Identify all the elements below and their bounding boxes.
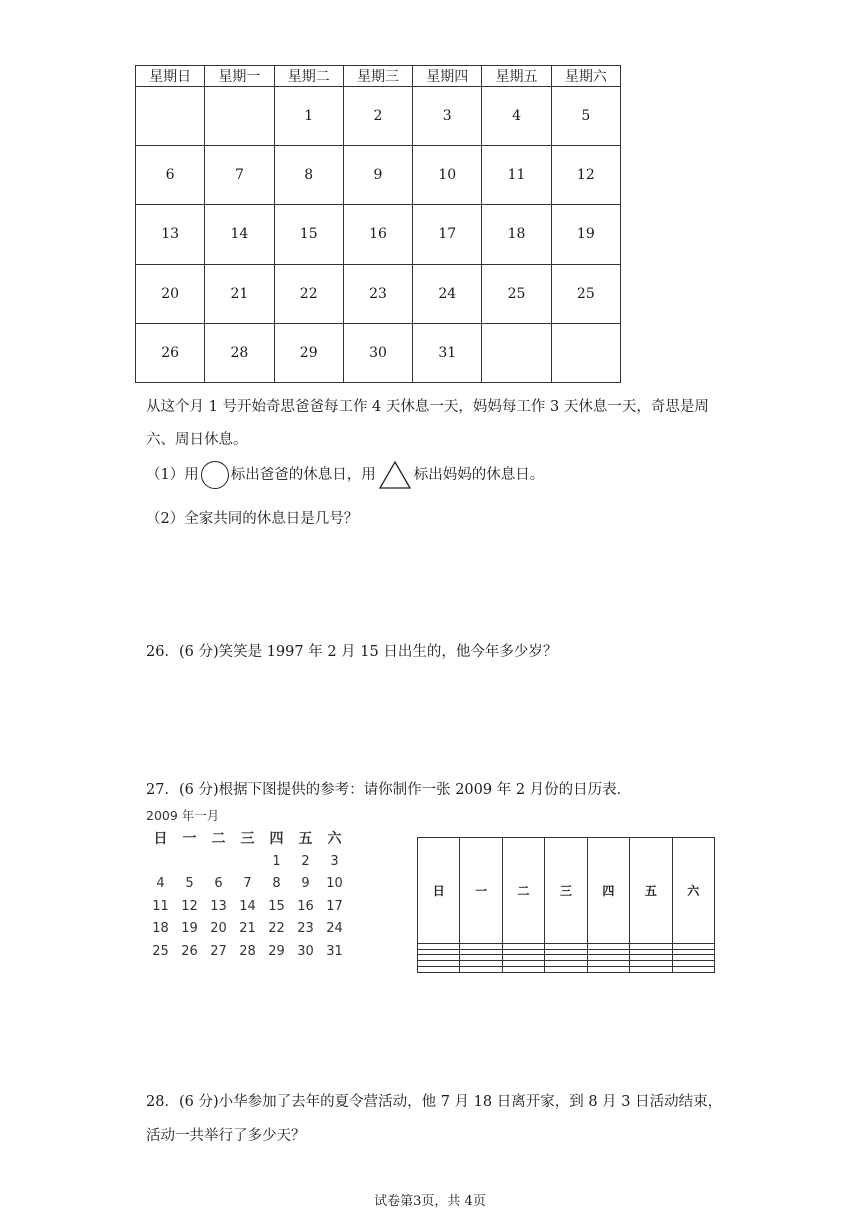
reference-title: 2009 年一月 [146,808,220,823]
calendar-day-cell: 15 [274,205,343,264]
reference-weekday-label: 二 [211,831,226,847]
calendar-day-cell: 25 [482,264,551,323]
reference-day: 17 [326,898,343,914]
q1-middle: 标出爸爸的休息日，用 [230,467,376,483]
calendar-day-cell: 19 [551,205,620,264]
blank-header-cell: 日 [418,838,460,944]
blank-row [418,967,715,973]
reference-day: 13 [210,898,227,914]
calendar-day-cell [205,87,274,146]
reference-day: 1 [272,853,281,869]
reference-day: 3 [330,853,339,869]
triangle-symbol-icon [378,460,412,490]
reference-day-grid [146,828,361,963]
reference-day: 23 [297,921,314,936]
reference-day: 14 [239,898,256,914]
blank-header-cell: 五 [630,838,672,944]
reference-weekday-label: 六 [327,831,342,847]
reference-day: 16 [297,898,314,914]
blank-header-row [418,838,715,944]
calendar-day-cell: 6 [136,146,205,205]
calendar-week-row [136,323,621,382]
calendar-day-cell [482,323,551,382]
calendar-header-cell: 星期二 [274,66,343,87]
blank-february-table [417,837,715,973]
blank-cell[interactable] [460,967,502,973]
calendar-day-cell: 25 [551,264,620,323]
blank-cell[interactable] [630,967,672,973]
blank-cell[interactable] [502,967,544,973]
calendar-day-cell: 22 [274,264,343,323]
reference-day: 21 [239,921,256,936]
problem-25-line-1: 从这个月 1 号开始奇思爸爸每工作 4 天休息一天，妈妈每工作 3 天休息一天，奇思是周 [146,399,709,415]
calendar-day-cell: 16 [343,205,412,264]
blank-header-cell: 六 [672,838,714,944]
blank-cell[interactable] [672,967,714,973]
reference-day: 28 [239,943,256,959]
reference-day: 2 [301,853,310,869]
problem-25-question-2: （2）全家共同的休息日是几号？ [146,511,359,527]
problem-27: 27．(6 分)根据下图提供的参考：请你制作一张 2009 年 2 月份的日历表． [146,782,632,798]
problem-28-line-1: 28．(6 分)小华参加了去年的夏令营活动，他 7 月 18 日离开家，到 8 月 3 日活动结束， [146,1094,723,1110]
reference-day: 24 [326,921,343,936]
reference-day: 22 [268,921,285,936]
calendar-day-cell [136,87,205,146]
blank-header-cell: 四 [587,838,629,944]
reference-day: 29 [268,943,285,959]
reference-day: 20 [210,921,227,936]
reference-day: 31 [326,943,343,959]
calendar-day-cell: 30 [343,323,412,382]
calendar-week-row [136,264,621,323]
problem-26: 26．(6 分)笑笑是 1997 年 2 月 15 日出生的，他今年多少岁？ [146,644,558,660]
blank-header-cell: 三 [545,838,587,944]
reference-day: 9 [301,876,310,891]
calendar-header-cell: 星期三 [343,66,412,87]
reference-day: 10 [326,876,343,891]
reference-weekday-label: 日 [153,831,168,847]
calendar-day-cell: 3 [413,87,482,146]
reference-day [146,851,175,874]
q1-prefix: （1）用 [146,467,199,483]
calendar-day-cell: 18 [482,205,551,264]
calendar-header-cell: 星期四 [413,66,482,87]
reference-day: 5 [185,876,194,891]
reference-day: 19 [181,921,198,936]
calendar-day-cell: 10 [413,146,482,205]
reference-day: 25 [152,943,169,959]
reference-day: 8 [272,876,281,891]
calendar-day-cell: 17 [413,205,482,264]
blank-cell[interactable] [587,967,629,973]
page-footer: 试卷第3页，共 4页 [374,1194,486,1209]
reference-weekday-label: 四 [269,831,284,847]
calendar-day-cell: 24 [413,264,482,323]
reference-day [233,851,262,874]
blank-header-cell: 二 [502,838,544,944]
problem-28-line-2: 活动一共举行了多少天？ [146,1128,306,1144]
calendar-header-cell: 星期五 [482,66,551,87]
calendar-header-cell: 星期六 [551,66,620,87]
calendar-day-cell: 23 [343,264,412,323]
reference-day: 26 [181,943,198,959]
calendar-week-row [136,205,621,264]
reference-january-calendar [146,806,361,963]
calendar-day-cell: 12 [551,146,620,205]
reference-weekday-label: 一 [182,831,197,847]
reference-day: 4 [156,876,165,891]
reference-day [175,851,204,874]
calendar-week-row [136,87,621,146]
calendar-day-cell: 9 [343,146,412,205]
calendar-day-cell: 28 [205,323,274,382]
calendar-day-cell: 7 [205,146,274,205]
blank-cell[interactable] [418,967,460,973]
reference-day: 7 [243,876,252,891]
calendar-day-cell: 20 [136,264,205,323]
reference-day: 27 [210,943,227,959]
circle-symbol-icon [201,461,229,489]
calendar-day-cell: 2 [343,87,412,146]
calendar-day-cell: 1 [274,87,343,146]
reference-weekday-label: 五 [298,831,313,847]
calendar-day-cell: 26 [136,323,205,382]
calendar-header-cell: 星期一 [205,66,274,87]
blank-cell[interactable] [545,967,587,973]
reference-day [204,851,233,874]
q1-suffix: 标出妈妈的休息日。 [413,467,545,483]
reference-day: 11 [152,898,169,914]
reference-day: 18 [152,921,169,936]
problem-25-question-1 [146,460,544,490]
month-calendar-table [135,65,621,383]
blank-header-cell: 一 [460,838,502,944]
calendar-day-cell: 4 [482,87,551,146]
calendar-day-cell: 5 [551,87,620,146]
calendar-day-cell: 13 [136,205,205,264]
reference-day: 12 [181,898,198,914]
calendar-day-cell: 8 [274,146,343,205]
reference-weekday-label: 三 [240,831,255,847]
reference-day: 6 [214,876,223,891]
problem-25-line-2: 六、周日休息。 [146,432,248,448]
calendar-day-cell: 21 [205,264,274,323]
calendar-day-cell [551,323,620,382]
calendar-day-cell: 14 [205,205,274,264]
calendar-day-cell: 31 [413,323,482,382]
calendar-header-cell: 星期日 [136,66,205,87]
reference-day: 15 [268,898,285,914]
calendar-header-row [136,66,621,87]
calendar-week-row [136,146,621,205]
calendar-day-cell: 29 [274,323,343,382]
calendar-day-cell: 11 [482,146,551,205]
reference-day: 30 [297,943,314,959]
